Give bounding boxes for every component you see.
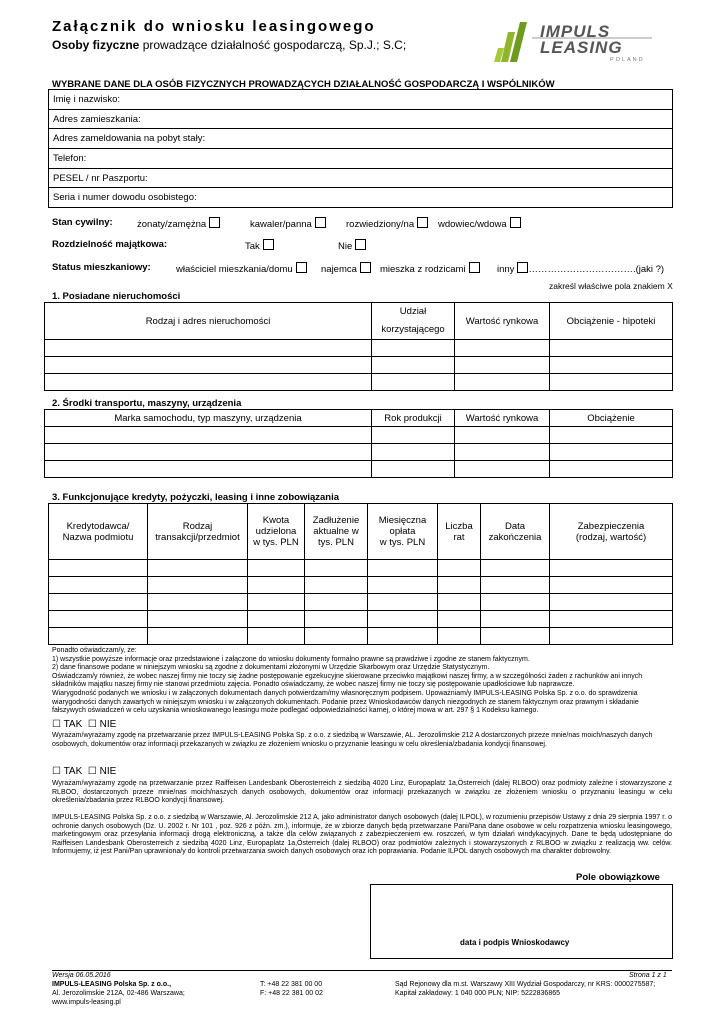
footer-fax: F: +48 22 381 00 02 bbox=[260, 990, 323, 997]
declarations-block bbox=[52, 647, 672, 716]
consent1-no[interactable]: ☐ NIE bbox=[87, 719, 117, 730]
personal-data-heading: WYBRANE DANE DLA OSÓB FIZYCZNYCH PROWADZĄCYCH DZIAŁALNOŚĆ GOSPODARCZĄ I WSPÓLNIKÓW bbox=[52, 79, 555, 90]
vehicles-table bbox=[44, 409, 673, 478]
declaration-credibility: Wiarygodność podanych we wniosku i w załączonych dokumentach danych potwierdzam/my własnoręcznym podpisem. Upoważniam/y IMPULS-LEASING Polska Sp. z o.o. do sprawdzenia wiarygodności danych zawartych w niniejszym wniosku i w załączonych dokumentach. Podanie przez Wnioskodawców danych niezgodnych ze stanem faktycznym oraz prawnym i składanie fałszywych oświadczeń w celu uzyskania wnioskowanego leasingu może podlegać odpowiedzialności karnej, o której mowa w art. 297 § 1 Kodeksu karnego. bbox=[52, 689, 639, 715]
table-row[interactable] bbox=[49, 560, 673, 577]
col-lender: Kredytodawca/ Nazwa podmiotu bbox=[49, 504, 148, 560]
subtitle-bold: Osoby fizyczne bbox=[52, 38, 140, 52]
checkbox[interactable] bbox=[355, 239, 366, 250]
civil-option-single[interactable]: kawaler/panna bbox=[250, 217, 326, 230]
civil-option-married[interactable]: żonaty/zamężna bbox=[137, 217, 220, 230]
checkbox[interactable] bbox=[315, 217, 326, 228]
table-row[interactable] bbox=[45, 357, 673, 374]
table-row[interactable] bbox=[45, 374, 673, 391]
signature-box[interactable] bbox=[370, 884, 673, 959]
page-number: Strona 1 z 1 bbox=[629, 972, 667, 979]
col-market-value: Wartość rynkowa bbox=[455, 410, 550, 427]
col-monthly-fee: Miesięczna opłata w tys. PLN bbox=[368, 504, 438, 560]
col-transaction-type: Rodzaj transakcji/przedmiot bbox=[148, 504, 248, 560]
form-version: Wersja 06.05.2016 bbox=[52, 972, 111, 979]
footer-company: IMPULS-LEASING Polska Sp. z o.o., bbox=[52, 981, 172, 988]
housing-option-other[interactable]: inny …………………………….(jaki ?) bbox=[497, 264, 665, 275]
declaration-enforcement: Oświadczam/y również, że wobec naszej firmy nie toczy się żadne postępowanie egzekucyjne skierowane przeciwko majątkowi naszej firmy, a w szczególności żaden z rachunków ani innych składników majątku naszej firmy nie stanowi przedmiotu zajęcia. Ponadto oświadczamy, że wobec naszej firmy nie toczy się postępowanie upadłościowe lub naprawcze. bbox=[52, 672, 643, 689]
field-id-card[interactable]: Seria i numer dowodu osobistego: bbox=[49, 188, 673, 208]
checkbox[interactable] bbox=[360, 262, 371, 273]
field-name[interactable]: Imię i nazwisko: bbox=[49, 90, 673, 110]
civil-option-widowed[interactable]: wdowiec/wdowa bbox=[438, 217, 521, 230]
field-registered-address[interactable]: Adres zameldowania na pobyt stały: bbox=[49, 129, 673, 149]
footer-capital: Kapitał zakładowy: 1 040 000 PLN; NIP: 5222836865 bbox=[395, 990, 561, 997]
col-market-value: Wartość rynkowa bbox=[455, 303, 550, 340]
real-estate-table bbox=[44, 302, 673, 391]
checkbox[interactable] bbox=[517, 262, 528, 273]
table-row[interactable] bbox=[49, 594, 673, 611]
declaration-1: 1) wszystkie powyższe informacje oraz przedstawione i załączone do wniosku dokumenty formalno prawne są prawdziwe i zgodne ze stanem faktycznym. bbox=[52, 655, 530, 663]
field-pesel[interactable]: PESEL / nr Paszportu: bbox=[49, 168, 673, 188]
table-row[interactable] bbox=[45, 444, 673, 461]
col-amount-granted: Kwota udzielona w tys. PLN bbox=[248, 504, 305, 560]
housing-option-owner[interactable]: właściciel mieszkania/domu bbox=[176, 262, 307, 275]
mark-note: zakreśl właściwe pola znakiem X bbox=[549, 281, 673, 291]
table-row[interactable] bbox=[49, 577, 673, 594]
logo-text-1: IMPULS bbox=[540, 22, 611, 41]
property-option-yes[interactable]: Tak bbox=[245, 239, 274, 252]
consent2-choice bbox=[52, 766, 116, 777]
subtitle-rest: prowadzące działalność gospodarczą, Sp.J.; S.C; bbox=[139, 38, 407, 52]
housing-option-parents[interactable]: mieszka z rodzicami bbox=[380, 262, 480, 275]
col-encumbrance: Obciążenie bbox=[550, 410, 673, 427]
checkbox[interactable] bbox=[510, 217, 521, 228]
checkbox[interactable] bbox=[296, 262, 307, 273]
field-address[interactable]: Adres zamieszkania: bbox=[49, 109, 673, 129]
consent1-choice bbox=[52, 719, 116, 730]
checkbox[interactable] bbox=[469, 262, 480, 273]
footer-phone: T: +48 22 381 00 00 bbox=[260, 981, 323, 988]
housing-option-tenant[interactable]: najemca bbox=[321, 262, 371, 275]
housing-status-label: Status mieszkaniowy: bbox=[52, 262, 151, 273]
logo-text-2: LEASING bbox=[540, 38, 623, 57]
consent2-text: Wyrażam/wyrażamy zgodę na przetwarzanie przez Raiffeisen Landesbank Oberosterreich z siedzibą 4020 Linz, Europaplatz 1a,Österreich (dalej RLBOO) oraz podmioty zależne i stowarzyszone z RLBOO, dostarczonych przeze mnie/nas moich/naszych danych osobowych, dokumentów oraz informacji przekazanych w związku ze złożeniem wniosku o przyznaniu leasingu w celu określenia/zbadania przez RLBOO kondycji finansowej. bbox=[52, 780, 672, 805]
table-row[interactable] bbox=[49, 628, 673, 645]
declaration-2: 2) dane finansowe podane w niniejszym wniosku są zgodne z dokumentami złożonymi w Urzędzie Skarbowym oraz Urzędzie Statystycznym. bbox=[52, 664, 490, 672]
consent2-yes[interactable]: ☐ TAK bbox=[52, 766, 83, 777]
checkbox[interactable] bbox=[209, 217, 220, 228]
consent2-no[interactable]: ☐ NIE bbox=[87, 766, 117, 777]
footer-court: Sąd Rejonowy dla m.st. Warszawy XIII Wydział Gospodarczy, nr KRS: 0000275587; bbox=[395, 981, 656, 988]
personal-data-table bbox=[48, 89, 673, 208]
col-end-date: Data zakończenia bbox=[481, 504, 550, 560]
property-option-no[interactable]: Nie bbox=[338, 239, 366, 252]
signature-caption: data i podpis Wnioskodawcy bbox=[460, 938, 570, 947]
field-phone[interactable]: Telefon: bbox=[49, 149, 673, 169]
consent1-yes[interactable]: ☐ TAK bbox=[52, 719, 83, 730]
section1-title: 1. Posiadane nieruchomości bbox=[52, 291, 181, 302]
col-current-debt: Zadłużenie aktualne w tys. PLN bbox=[305, 504, 368, 560]
checkbox[interactable] bbox=[263, 239, 274, 250]
table-row[interactable] bbox=[45, 461, 673, 478]
section3-title: 3. Funkcjonujące kredyty, pożyczki, leasing i inne zobowiązania bbox=[52, 492, 340, 503]
checkbox[interactable] bbox=[417, 217, 428, 228]
col-production-year: Rok produkcji bbox=[372, 410, 455, 427]
table-row[interactable] bbox=[45, 427, 673, 444]
civil-status-label: Stan cywilny: bbox=[52, 217, 113, 228]
declaration-intro: Ponadto oświadczam/y, że: bbox=[52, 647, 137, 654]
logo-text-3: POLAND bbox=[610, 57, 645, 63]
civil-option-divorced[interactable]: rozwiedziony/na bbox=[346, 217, 428, 230]
col-vehicle: Marka samochodu, typ maszyny, urządzenia bbox=[45, 410, 372, 427]
footer-address: Al. Jerozolimskie 212A, 02-486 Warszawa; bbox=[52, 990, 185, 997]
table-row[interactable] bbox=[45, 340, 673, 357]
col-property-type: Rodzaj i adres nieruchomości bbox=[45, 303, 372, 340]
consent1-text: Wyrażam/wyrażamy zgodę na przetwarzanie przez IMPULS-LEASING Polska Sp. z o.o. z siedzibą w Warszawie, AL. Jerozolimskie 212 A dostarczonych przeze mnie/nas moich/naszych danych osobowych, dokumentów oraz informacji przekazanych w związku ze złożeniem wniosku o przyznanie leasingu w celu określenia/zbadania kondycji finansowej. bbox=[52, 732, 653, 748]
footer-divider bbox=[52, 970, 672, 971]
data-protection-info: IMPULS-LEASING Polska Sp. z o.o. z siedzibą w Warszawie, Al. Jerozolimskie 212 A, jako administrator danych osobowych (dalej ILPOL), w rozumieniu przepisów Ustawy z dnia 29 sierpnia 1997 r. o ochronie danych osobowych (Dz. U. 2002 r. Nr 101 , poz. 926 z późn. zm.), informuje, że w zbiorze danych będą przetwarzane Pani/Pana dane osobowe w celu rozpatrzenia wniosku leasingowego, marketingowym oraz przesyłania informacji drogą elektroniczną, a także dla celów związanych z zabezpieczeniem ew. roszczeń, w tym działań windykacyjnych. Dane te będą udostępniane do Raiffeisen Landesbank Oberosterreich z siedzibą 4020 Linz, Europaplatz 1a,Österreich (dalej RLBOO) oraz podmiotów zależnych i stowarzyszonych z RLBOO w związku z realizacją ww. celów. Informujemy, iż jest Pani/Pan uprawniona/y do kontroli przetwarzania swoich danych osobowych oraz ich poprawiania. Podanie ILPOL danych osobowych ma charakter dobrowolny. bbox=[52, 814, 672, 856]
col-share: Udział korzystającego bbox=[372, 303, 455, 340]
col-collateral: Zabezpieczenia (rodzaj, wartość) bbox=[550, 504, 673, 560]
table-row[interactable] bbox=[49, 611, 673, 628]
document-subtitle bbox=[52, 38, 406, 52]
col-mortgage: Obciążenie - hipoteki bbox=[550, 303, 673, 340]
document-title: Załącznik do wniosku leasingowego bbox=[52, 18, 376, 35]
liabilities-table bbox=[48, 503, 673, 645]
mandatory-field-label: Pole obowiązkowe bbox=[576, 872, 660, 883]
property-separation-label: Rozdzielność majątkowa: bbox=[52, 239, 168, 250]
col-installments: Liczba rat bbox=[438, 504, 481, 560]
impuls-leasing-logo bbox=[492, 20, 667, 66]
footer-website[interactable]: www.impuls-leasing.pl bbox=[52, 999, 121, 1006]
section2-title: 2. Środki transportu, maszyny, urządzenia bbox=[52, 398, 242, 409]
